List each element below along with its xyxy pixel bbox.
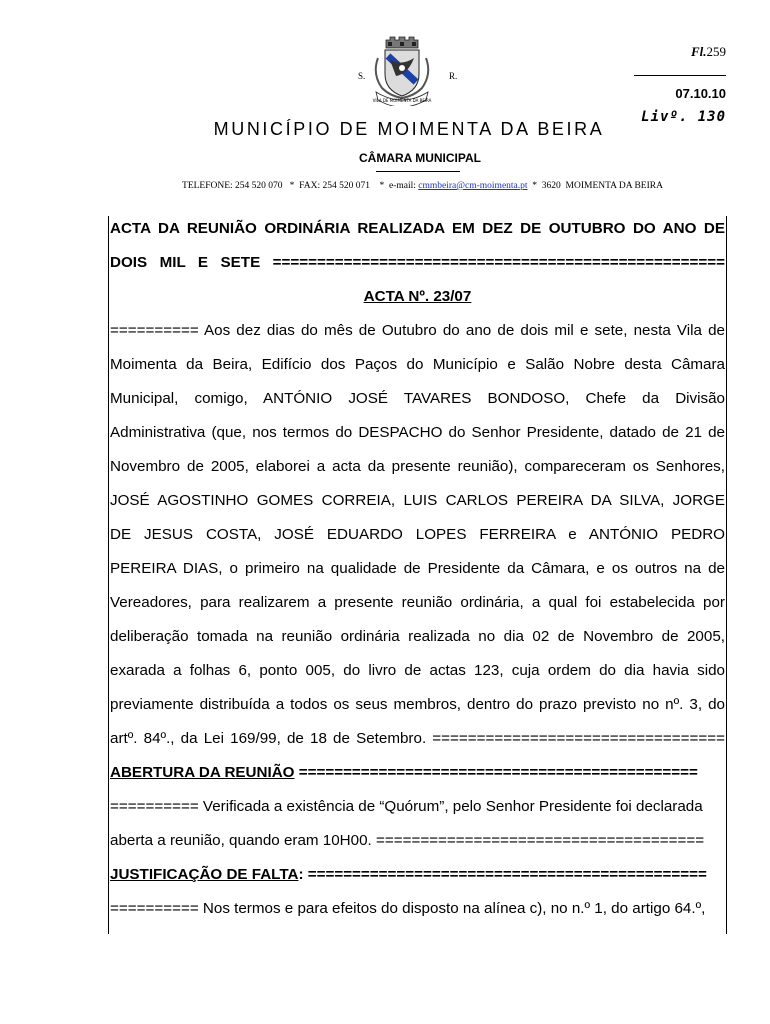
body-line: exarada a folhas 6, ponto 005, do livro de actas 123, cuja ordem do dia havia sido (110, 662, 725, 679)
body-line: Municipal, comigo, ANTÓNIO JOSÉ TAVARES BONDOSO, Chefe da Divisão (110, 390, 725, 407)
body-line: Novembro de 2005, elaborei a acta da presente reunião), compareceram os Senhores, (110, 458, 725, 475)
body-line: DE JESUS COSTA, JOSÉ EDUARDO LOPES FERREIRA e ANTÓNIO PEDRO (110, 526, 725, 543)
book-number: Livº. 130 (641, 109, 726, 125)
crest-left-letter: S. (358, 71, 366, 81)
council-title: CÂMARA MUNICIPAL (359, 151, 481, 165)
section-heading-fill: : ============================================= (298, 866, 707, 883)
contact-phone-fax: TELEFONE: 254 520 070 * FAX: 254 520 071 * e-mail: (182, 181, 419, 191)
document-date: 07.10.10 (675, 86, 726, 101)
folio-prefix: Fl. (690, 44, 707, 59)
acta-number (110, 287, 725, 307)
body-line: PEREIRA DIAS, o primeiro na qualidade de Presidente da Câmara, e os outros na de (110, 560, 725, 577)
contact-line (0, 181, 770, 191)
body-line: Moimenta da Beira, Edifício dos Paços do Município e Salão Nobre desta Câmara (110, 356, 725, 373)
body-line: previamente distribuída a todos os seus membros, dentro do prazo previsto no nº. 3, do (110, 696, 725, 713)
acta-number-text: ACTA Nº. 23/07 (363, 288, 472, 305)
section-heading-abertura-text: ABERTURA DA REUNIÃO (110, 764, 295, 781)
folio-label (634, 44, 726, 60)
crest-right-letter: R. (449, 71, 458, 81)
section-heading-fill: ============================================= (294, 764, 698, 781)
section-heading-justificacao (110, 865, 725, 885)
section-heading-abertura (110, 763, 725, 783)
section-heading-justificacao-text: JUSTIFICAÇÃO DE FALTA (110, 866, 299, 883)
body-line: aberta a reunião, quando eram 10H00. ===================================== (110, 832, 705, 849)
body-line: deliberação tomada na reunião ordinária realizada no dia 02 de Novembro de 2005, (110, 628, 725, 645)
body-line: ========== Aos dez dias do mês de Outubro do ano de dois mil e sete, nesta Vila de (110, 322, 725, 339)
acta-title-line-1: ACTA DA REUNIÃO ORDINÁRIA REALIZADA EM DEZ DE OUTUBRO DO ANO DE (110, 220, 725, 237)
folio-number: 259 (706, 44, 726, 59)
body-line: JOSÉ AGOSTINHO GOMES CORREIA, LUIS CARLOS PEREIRA DA SILVA, JORGE (110, 492, 725, 509)
municipality-title: MUNICÍPIO DE MOIMENTA DA BEIRA (213, 119, 605, 139)
right-margin-line (726, 216, 727, 934)
contact-email-link[interactable]: cmmbeira@cm-moimenta.pt (418, 181, 528, 191)
council-underline (376, 171, 460, 172)
municipal-crest-icon (368, 36, 436, 106)
contact-address: * 3620 MOIMENTA DA BEIRA (527, 181, 663, 191)
svg-text:VILA DE MOIMENTA DA BEIRA: VILA DE MOIMENTA DA BEIRA (372, 98, 432, 103)
acta-title-line-2: DOIS MIL E SETE =================================================== (110, 254, 725, 271)
body-line: ========== Nos termos e para efeitos do disposto na alínea c), no n.º 1, do artigo 64.º, (110, 900, 706, 917)
body-line: Administrativa (que, nos termos do DESPACHO do Senhor Presidente, datado de 21 de (110, 424, 725, 441)
body-line: Vereadores, para realizarem a presente reunião ordinária, a qual foi estabelecida por (110, 594, 725, 611)
body-line: ========== Verificada a existência de “Quórum”, pelo Senhor Presidente foi declarada (110, 798, 703, 815)
left-margin-line (108, 216, 109, 934)
folio-underline (634, 75, 726, 76)
body-line: artº. 84º., da Lei 169/99, de 18 de Setembro. ================================= (110, 730, 725, 747)
